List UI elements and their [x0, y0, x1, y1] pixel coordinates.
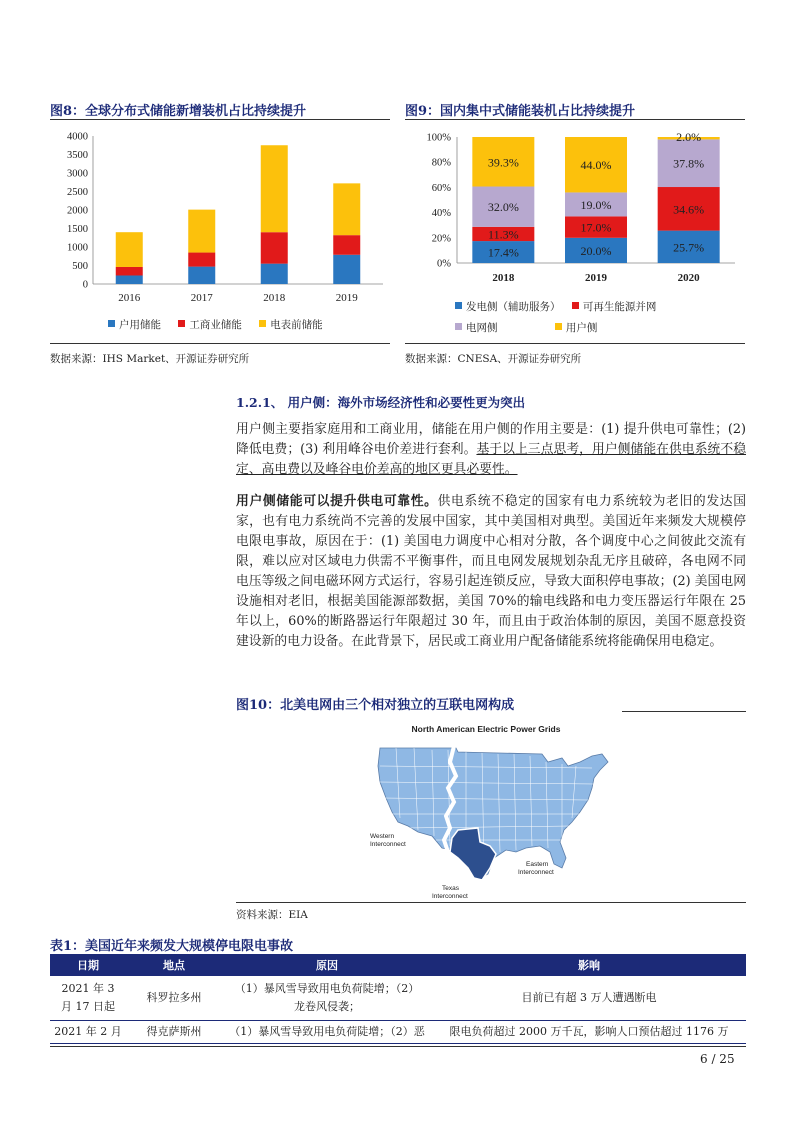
page-number: 6 / 25 [700, 1052, 735, 1066]
bar-segment [116, 232, 143, 267]
data-label: 25.7% [673, 240, 705, 255]
y-tick-label: 2500 [67, 187, 88, 198]
western-label-1: Western [370, 833, 395, 840]
data-label: 19.0% [580, 197, 612, 212]
table-row [50, 976, 746, 1021]
data-label: 44.0% [580, 158, 612, 173]
cell-date: 2021 年 3 月 17 日起 [50, 976, 126, 1021]
col-header-impact: 影响 [432, 954, 746, 976]
y-tick-label: 2000 [67, 205, 88, 217]
y-tick-label: 3500 [67, 150, 88, 161]
legend-item-front-of-meter [259, 319, 323, 331]
y-tick-label: 1000 [67, 242, 88, 254]
legend-swatch-red [178, 320, 185, 327]
legend-label: 工商业储能 [189, 319, 242, 331]
x-tick-label: 2018 [263, 292, 286, 304]
fig8-legend [108, 317, 323, 332]
data-label: 11.3% [488, 227, 519, 242]
bar-segment [188, 253, 215, 267]
fig8-chart [45, 124, 395, 309]
paragraph-reliability [236, 492, 746, 652]
legend-swatch-red [572, 302, 579, 309]
fig9-title: 图9：国内集中式储能装机占比持续提升 [405, 104, 636, 119]
x-tick-label: 2019 [335, 292, 358, 304]
data-label: 34.6% [673, 202, 705, 217]
fig10-source: 资料来源：EIA [236, 909, 308, 921]
x-tick-label: 2016 [118, 292, 141, 304]
cell-date: 2021 年 2 月 [50, 1021, 126, 1044]
data-label: 2.0% [676, 130, 702, 144]
legend-item-user [555, 322, 598, 334]
data-label: 37.8% [673, 156, 705, 171]
table1 [50, 954, 746, 1044]
paragraph-underlined: 基于以上三点思考，用户侧储能在供电系统不稳定、高电费以及峰谷电价差高的地区更具必要性。 [236, 442, 747, 477]
legend-label: 可再生能源并网 [582, 301, 657, 313]
table-row [50, 1021, 746, 1044]
paragraph-text: 用户侧主要指家庭用和工商业用，储能在用户侧的作用主要是：(1) 提升供电可靠性；(2) 降低电费；(3) 利用峰谷电价差进行套利。 [236, 422, 746, 457]
bar-segment [116, 275, 143, 284]
data-label: 39.3% [487, 155, 519, 170]
y-tick-label: 80% [431, 157, 451, 169]
y-tick-label: 40% [431, 208, 451, 220]
fig8-title: 图8：全球分布式储能新增装机占比持续提升 [50, 104, 307, 119]
eastern-label-1: Eastern [526, 861, 549, 868]
legend-swatch-blue [108, 320, 115, 327]
y-tick-label: 4000 [67, 131, 88, 143]
y-tick-label: 100% [426, 132, 451, 144]
cell-impact: 限电负荷超过 2000 万千瓦，影响人口预估超过 1176 万 [432, 1021, 746, 1044]
bar-segment [261, 264, 288, 284]
legend-item-grid [455, 322, 498, 334]
fig9-chart [405, 124, 745, 294]
bar-segment [261, 145, 288, 232]
cell-cause: （1）暴风雪导致用电负荷陡增；（2）恶 [222, 1021, 432, 1044]
texas-label-1: Texas [442, 885, 459, 892]
y-tick-label: 0% [437, 258, 451, 270]
footer-rule [50, 1046, 746, 1047]
y-tick-label: 20% [431, 233, 451, 245]
fig9-legend [455, 297, 656, 339]
x-tick-label: 2020 [677, 272, 700, 284]
legend-swatch-blue [455, 302, 462, 309]
data-label: 17.4% [487, 245, 519, 260]
x-tick-label: 2017 [190, 292, 213, 304]
y-tick-label: 0 [82, 279, 88, 291]
bar-segment [333, 255, 360, 284]
y-tick-label: 500 [72, 261, 88, 272]
col-header-cause: 原因 [222, 954, 432, 976]
bar-segment [333, 235, 360, 255]
fig8-title-rule [50, 119, 390, 120]
col-header-location: 地点 [126, 954, 222, 976]
bar-segment [116, 267, 143, 276]
legend-item-generation [455, 301, 561, 313]
eastern-label-2: Interconnect [518, 869, 554, 876]
north-america-grid-map [366, 718, 616, 900]
bar-segment [261, 232, 288, 263]
cell-location: 得克萨斯州 [126, 1021, 222, 1044]
legend-swatch-purple [455, 323, 462, 330]
paragraph-lead: 用户侧储能可以提升供电可靠性。 [236, 494, 438, 509]
y-tick-label: 1500 [67, 224, 88, 235]
table-header-row [50, 954, 746, 976]
legend-item-renewable [572, 301, 657, 313]
legend-label: 电网侧 [466, 322, 498, 334]
legend-label: 电表前储能 [270, 319, 323, 331]
legend-item-commercial [178, 319, 242, 331]
fig8-bottom-rule [50, 343, 390, 344]
cell-cause: （1）暴风雪导致用电负荷陡增；（2）龙卷风侵袭； [222, 976, 432, 1021]
x-tick-label: 2019 [585, 272, 607, 284]
x-tick-label: 2018 [492, 272, 515, 284]
fig10-title-rule [622, 711, 746, 712]
bar-segment [333, 183, 360, 235]
paragraph-user-side [236, 420, 746, 480]
legend-label: 户用储能 [119, 319, 161, 331]
col-header-date: 日期 [50, 954, 126, 976]
fig8-source: 数据来源：IHS Market、开源证券研究所 [50, 353, 250, 365]
texas-label-2: Interconnect [432, 893, 468, 900]
western-label-2: Interconnect [370, 841, 406, 848]
legend-label: 发电侧（辅助服务） [466, 301, 561, 313]
bar-segment [188, 267, 215, 284]
paragraph-text: 供电系统不稳定的国家有电力系统较为老旧的发达国家，也有电力系统尚不完善的发展中国家，其中美国相对典型。美国近年来频发大规模停电限电事故，原因在于：(1) 美国电力调度中心相对分散，各个调度中心之间彼此交流有限，难以应对区域电力供需不平衡事件，而且电网发展规划杂乱无序且破碎，各电网不同电压等级之间电磁环网方式运行，容易引起连锁反应，导致大面积停电事故；(2) 美国电网设施相对老旧，根据美国能源部数据，美国 70%的输电线路和电力变压器运行年限在 25 年以上，60%的断路器运行年限超过 30 年，而且由于政治体制的原因，美国不愿意投资建设新的电力设备。在此背景下，居民或工商业用户配备储能系统将能确保用电稳定。 [236, 494, 747, 649]
data-label: 17.0% [580, 220, 612, 235]
y-tick-label: 3000 [67, 168, 88, 180]
bar-segment [188, 210, 215, 253]
legend-label: 用户侧 [565, 322, 598, 334]
section-heading: 1.2.1、 用户侧：海外市场经济性和必要性更为突出 [236, 395, 526, 410]
table1-title: 表1：美国近年来频发大规模停电限电事故 [50, 939, 294, 954]
y-tick-label: 60% [431, 182, 451, 194]
fig9-title-rule [405, 119, 745, 120]
cell-impact: 目前已有超 3 万人遭遇断电 [432, 976, 746, 1021]
fig9-source: 数据来源：CNESA、开源证券研究所 [405, 353, 582, 365]
cell-location: 科罗拉多州 [126, 976, 222, 1021]
legend-swatch-gold [555, 323, 562, 330]
data-label: 32.0% [487, 200, 519, 215]
data-label: 20.0% [580, 243, 612, 258]
fig10-bottom-rule [236, 902, 746, 903]
map-title: North American Electric Power Grids [411, 724, 561, 734]
legend-item-household [108, 319, 161, 331]
legend-swatch-gold [259, 320, 266, 327]
fig9-bottom-rule [405, 343, 745, 344]
fig10-title: 图10：北美电网由三个相对独立的互联电网构成 [236, 698, 515, 713]
